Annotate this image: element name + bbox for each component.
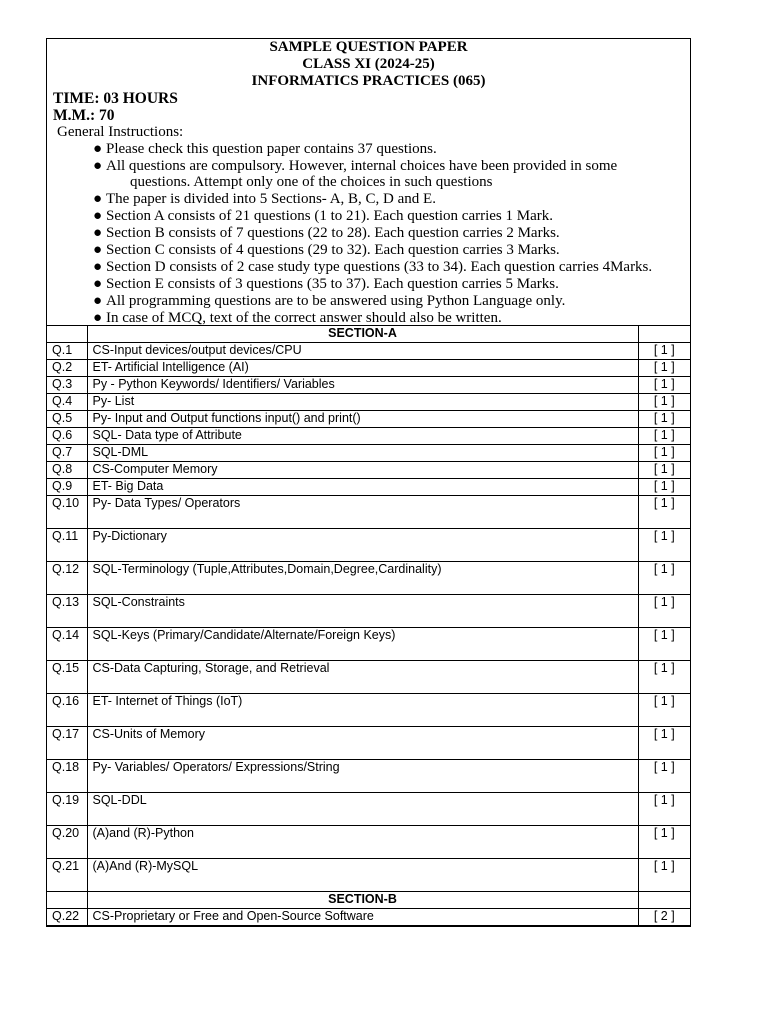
section-a-label: SECTION-A <box>87 326 638 343</box>
table-row <box>47 562 690 595</box>
instruction-item: ● Section C consists of 4 questions (29 to 32). Each question carries 3 Marks. <box>93 242 560 259</box>
table-row <box>47 909 690 926</box>
table-row <box>47 411 690 428</box>
time-line: TIME: 03 HOURS <box>53 89 178 107</box>
paper-header <box>47 39 690 325</box>
paper-title: SAMPLE QUESTION PAPER <box>269 39 468 55</box>
question-number: Q.20 <box>47 826 87 859</box>
bullet-icon: ● <box>93 242 103 259</box>
question-marks: [ 1 ] <box>638 360 690 377</box>
question-topic: Py- Variables/ Operators/ Expressions/String <box>87 760 638 793</box>
question-marks: [ 2 ] <box>638 909 690 926</box>
question-topic: SQL-Constraints <box>87 595 638 628</box>
question-topic: CS-Input devices/output devices/CPU <box>87 343 638 360</box>
question-topic: SQL-DML <box>87 445 638 462</box>
class-line: CLASS XI (2024-25) <box>302 55 435 72</box>
table-row <box>47 826 690 859</box>
question-topic: ET- Big Data <box>87 479 638 496</box>
question-number: Q.2 <box>47 360 87 377</box>
table-row <box>47 496 690 529</box>
table-row <box>47 694 690 727</box>
question-number: Q.7 <box>47 445 87 462</box>
question-number: Q.12 <box>47 562 87 595</box>
table-row <box>47 360 690 377</box>
bullet-icon: ● <box>93 258 103 275</box>
instruction-item: ● Section A consists of 21 questions (1 to 21). Each question carries 1 Mark. <box>93 208 554 225</box>
table-row <box>47 859 690 892</box>
question-number: Q.8 <box>47 462 87 479</box>
instruction-item: ● All questions are compulsory. However, internal choices have been provided in some questions. Attempt only one of the choices in such questions <box>93 158 684 192</box>
question-marks: [ 1 ] <box>638 479 690 496</box>
instructions-list <box>53 141 684 327</box>
table-row <box>47 628 690 661</box>
instructions-heading: General Instructions: <box>57 123 184 140</box>
instruction-item: ● Section B consists of 7 questions (22 to 28). Each question carries 2 Marks. <box>93 225 560 242</box>
question-number: Q.13 <box>47 595 87 628</box>
question-marks: [ 1 ] <box>638 445 690 462</box>
question-marks: [ 1 ] <box>638 595 690 628</box>
question-marks: [ 1 ] <box>638 562 690 595</box>
question-number: Q.4 <box>47 394 87 411</box>
section-b-label: SECTION-B <box>87 892 638 909</box>
table-row <box>47 394 690 411</box>
bullet-icon: ● <box>93 275 103 292</box>
question-topic: SQL-Terminology (Tuple,Attributes,Domain,Degree,Cardinality) <box>87 562 638 595</box>
instruction-continuation: questions. Attempt only one of the choices in such questions <box>130 174 493 191</box>
section-b-header <box>47 892 690 909</box>
question-marks: [ 1 ] <box>638 496 690 529</box>
max-marks-line: M.M.: 70 <box>53 106 115 124</box>
question-topic: Py-Dictionary <box>87 529 638 562</box>
question-number: Q.3 <box>47 377 87 394</box>
bullet-icon: ● <box>93 157 103 174</box>
table-row <box>47 661 690 694</box>
instruction-item: ● Please check this question paper contains 37 questions. <box>93 140 437 157</box>
question-topic: SQL- Data type of Attribute <box>87 428 638 445</box>
question-topic: Py - Python Keywords/ Identifiers/ Variables <box>87 377 638 394</box>
question-marks: [ 1 ] <box>638 793 690 826</box>
question-topic: CS-Computer Memory <box>87 462 638 479</box>
question-number: Q.19 <box>47 793 87 826</box>
instruction-item: ● The paper is divided into 5 Sections- A, B, C, D and E. <box>93 191 436 208</box>
question-marks: [ 1 ] <box>638 859 690 892</box>
table-row <box>47 445 690 462</box>
table-row <box>47 760 690 793</box>
question-topic: Py- List <box>87 394 638 411</box>
section-a-header <box>47 326 690 343</box>
question-marks: [ 1 ] <box>638 462 690 479</box>
question-topic: Py- Input and Output functions input() and print() <box>87 411 638 428</box>
question-topic: CS-Data Capturing, Storage, and Retrieval <box>87 661 638 694</box>
instruction-item: ● Section D consists of 2 case study type questions (33 to 34). Each question carries 4Marks. <box>93 258 653 275</box>
question-marks: [ 1 ] <box>638 411 690 428</box>
question-number: Q.21 <box>47 859 87 892</box>
question-marks: [ 1 ] <box>638 428 690 445</box>
bullet-icon: ● <box>93 191 103 208</box>
table-row <box>47 793 690 826</box>
question-number: Q.16 <box>47 694 87 727</box>
bullet-icon: ● <box>93 292 103 309</box>
question-topic: (A)And (R)-MySQL <box>87 859 638 892</box>
question-paper <box>46 38 691 927</box>
question-number: Q.10 <box>47 496 87 529</box>
question-number: Q.17 <box>47 727 87 760</box>
table-row <box>47 479 690 496</box>
question-marks: [ 1 ] <box>638 826 690 859</box>
table-row <box>47 727 690 760</box>
question-number: Q.15 <box>47 661 87 694</box>
question-marks: [ 1 ] <box>638 628 690 661</box>
question-number: Q.22 <box>47 909 87 926</box>
question-number: Q.5 <box>47 411 87 428</box>
table-row <box>47 428 690 445</box>
instruction-item: ● In case of MCQ, text of the correct answer should also be written. <box>93 309 502 326</box>
question-number: Q.1 <box>47 343 87 360</box>
instruction-item: ● All programming questions are to be answered using Python Language only. <box>93 292 566 309</box>
subject-line: INFORMATICS PRACTICES (065) <box>251 72 486 89</box>
question-number: Q.11 <box>47 529 87 562</box>
question-number: Q.14 <box>47 628 87 661</box>
table-row <box>47 595 690 628</box>
question-topic: ET- Internet of Things (IoT) <box>87 694 638 727</box>
question-topic: CS-Proprietary or Free and Open-Source Software <box>87 909 638 926</box>
question-marks: [ 1 ] <box>638 343 690 360</box>
question-number: Q.9 <box>47 479 87 496</box>
question-topic: SQL-DDL <box>87 793 638 826</box>
bullet-icon: ● <box>93 208 103 225</box>
question-topic: ET- Artificial Intelligence (AI) <box>87 360 638 377</box>
table-row <box>47 343 690 360</box>
question-marks: [ 1 ] <box>638 760 690 793</box>
question-topic: Py- Data Types/ Operators <box>87 496 638 529</box>
question-marks: [ 1 ] <box>638 661 690 694</box>
question-topic: CS-Units of Memory <box>87 727 638 760</box>
bullet-icon: ● <box>93 225 103 242</box>
table-row <box>47 462 690 479</box>
question-marks: [ 1 ] <box>638 694 690 727</box>
question-number: Q.18 <box>47 760 87 793</box>
blueprint-table <box>47 325 690 926</box>
question-marks: [ 1 ] <box>638 394 690 411</box>
question-number: Q.6 <box>47 428 87 445</box>
question-marks: [ 1 ] <box>638 529 690 562</box>
instruction-item: ● Section E consists of 3 questions (35 to 37). Each question carries 5 Marks. <box>93 275 559 292</box>
question-topic: SQL-Keys (Primary/Candidate/Alternate/Foreign Keys) <box>87 628 638 661</box>
question-topic: (A)and (R)-Python <box>87 826 638 859</box>
question-marks: [ 1 ] <box>638 377 690 394</box>
question-marks: [ 1 ] <box>638 727 690 760</box>
table-row <box>47 529 690 562</box>
bullet-icon: ● <box>93 309 103 326</box>
table-row <box>47 377 690 394</box>
bullet-icon: ● <box>93 140 103 157</box>
